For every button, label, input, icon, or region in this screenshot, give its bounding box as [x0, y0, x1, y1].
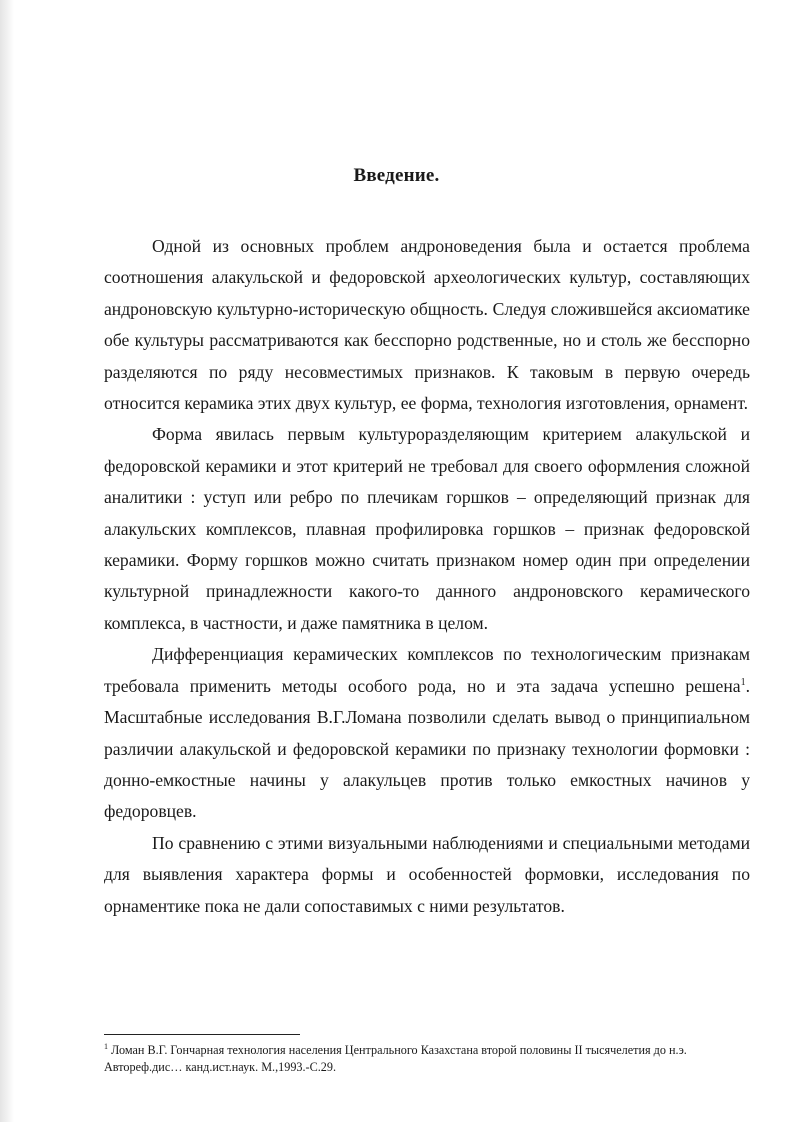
paragraph-1: Одной из основных проблем андроноведения была и остается проблема соотношения алакульской и федоровской археологических культур, составляющих андроновскую культурно-историческую общность. Следуя сложившейся аксиоматике обе культуры рассматриваются как бесспорно родственные, но и столь же бесспорно разделяются по ряду несовместимых признаков. К таковым в первую очередь относится керамика этих двух культур, ее форма, технология изготовления, орнамент. [104, 236, 750, 414]
footnote-text: Ломан В.Г. Гончарная технология населения Центрального Казахстана второй половины II тысячелетия до н.э. Автореф.дис… канд.ист.наук. М.,1993.-С.29. [104, 1043, 687, 1074]
footnote-separator [104, 1034, 300, 1035]
paragraph-3-before-ref: Дифференциация керамических комплексов по технологическим признакам требовала применить методы особого рода, но и эта задача успешно решена [104, 644, 750, 696]
page-title: Введение. [353, 165, 440, 186]
paragraph-4: По сравнению с этими визуальными наблюдениями и специальными методами для выявления характера формы и особенностей формовки, исследования по орнаментике пока не дали сопоставимых с ними результатов. [104, 832, 750, 916]
footnote [104, 1042, 750, 1076]
paragraph-3-after-ref: . Масштабные исследования В.Г.Ломана позволили сделать вывод о принципиальном различии алакульской и федоровской керамики по признаку технологии формовки : донно-емкостные начины у алакульцев против только емкостных начинов у федоровцев. [104, 675, 750, 822]
body-text [104, 231, 750, 922]
footnote-reference[interactable]: 1 [740, 676, 746, 688]
paragraph-3 [104, 639, 750, 827]
footnote-marker: 1 [104, 1041, 108, 1051]
paragraph-2: Форма явилась первым культуроразделяющим критерием алакульской и федоровской керамики и этот критерий не требовал для своего оформления сложной аналитики : уступ или ребро по плечикам горшков – определяющий признак для алакульских комплексов, плавная профилировка горшков – признак федоровской керамики. Форму горшков можно считать признаком номер один при определении культурной принадлежности какого-то данного андроновского керамического комплекса, в частности, и даже памятника в целом. [104, 424, 750, 633]
